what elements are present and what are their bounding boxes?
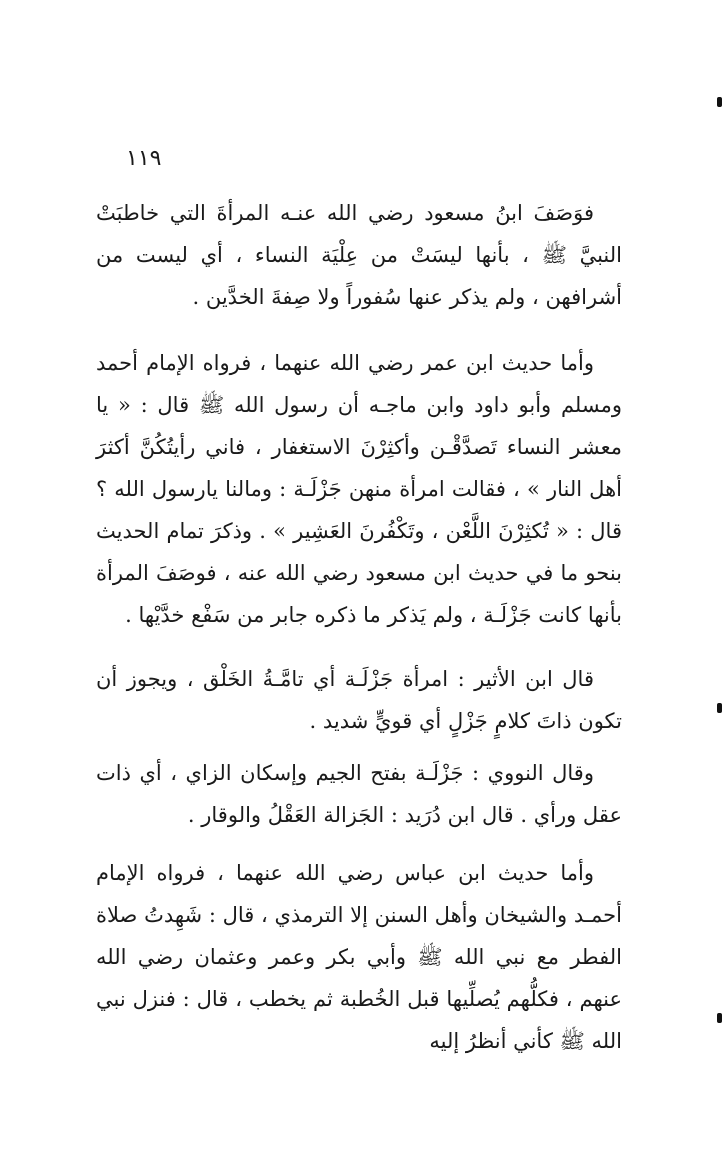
paragraph-text: وأما حديث ابن عمر رضي الله عنهما ، فرواه الإمام أحمد ومسلم وأبو داود وابن ماجـه أن رسول الله ﷺ قال : « يا معشر النساء تَصدَّقْـن وأكثِرْنَ الاستغفار ، فاني رأيتُكُنَّ أكثرَ أهل النار » ، فقالت امرأة منهن جَزْلَـة : ومالنا يارسول الله ؟ قال : « تُكثِرْنَ اللَّعْن ، وتَكْفُرنَ العَشِير » . وذكرَ تمام الحديث بنحو ما في حديث ابن مسعود رضي الله عنه ، فوصَفَ المرأة بأنها كانت جَزْلَـة ، ولم يَذكر ما ذكره جابر من سَفْع خدَّيْها . bbox=[96, 351, 622, 627]
paragraph-text: فوَصَفَ ابنُ مسعود رضي الله عنـه المرأةَ التي خاطبَتْ النبيَّ ﷺ ، بأنها ليسَتْ من عِلْيَة النساء ، أي ليست من أشرافهن ، ولم يذكر عنها سُفوراً ولا صِفةَ الخدَّين . bbox=[96, 201, 622, 309]
page-number: ١١٩ bbox=[126, 146, 162, 171]
paragraph-text: وأما حديث ابن عباس رضي الله عنهما ، فرواه الإمام أحمـد والشيخان وأهل السنن إلا الترمذي ، قال : شَهِدتُ صلاة الفطر مع نبي الله ﷺ وأبي بكر وعمر وعثمان رضي الله عنهم ، فكلُّهم يُصلِّيها قبل الخُطبة ثم يخطب ، قال : فنزل نبي الله ﷺ كأني أنظرُ إليه bbox=[96, 861, 622, 1053]
paragraph-1 bbox=[96, 192, 622, 318]
paragraph-5 bbox=[96, 852, 622, 1062]
paragraph-text: قال ابن الأثير : امرأة جَزْلَـة أي تامَّـةُ الخَلْق ، ويجوز أن تكون ذاتَ كلامٍ جَزْلٍ أي قويٍّ شديد . bbox=[96, 667, 622, 733]
paragraph-4 bbox=[96, 752, 622, 836]
margin-mark bbox=[717, 1013, 722, 1023]
margin-mark bbox=[717, 703, 722, 713]
paragraph-text: وقال النووي : جَزْلَـة بفتح الجيم وإسكان الزاي ، أي ذات عقل ورأي . قال ابن دُرَيد : الجَزالة العَقْلُ والوقار . bbox=[96, 761, 622, 827]
margin-mark bbox=[717, 97, 722, 107]
paragraph-2 bbox=[96, 342, 622, 636]
paragraph-3 bbox=[96, 658, 622, 742]
